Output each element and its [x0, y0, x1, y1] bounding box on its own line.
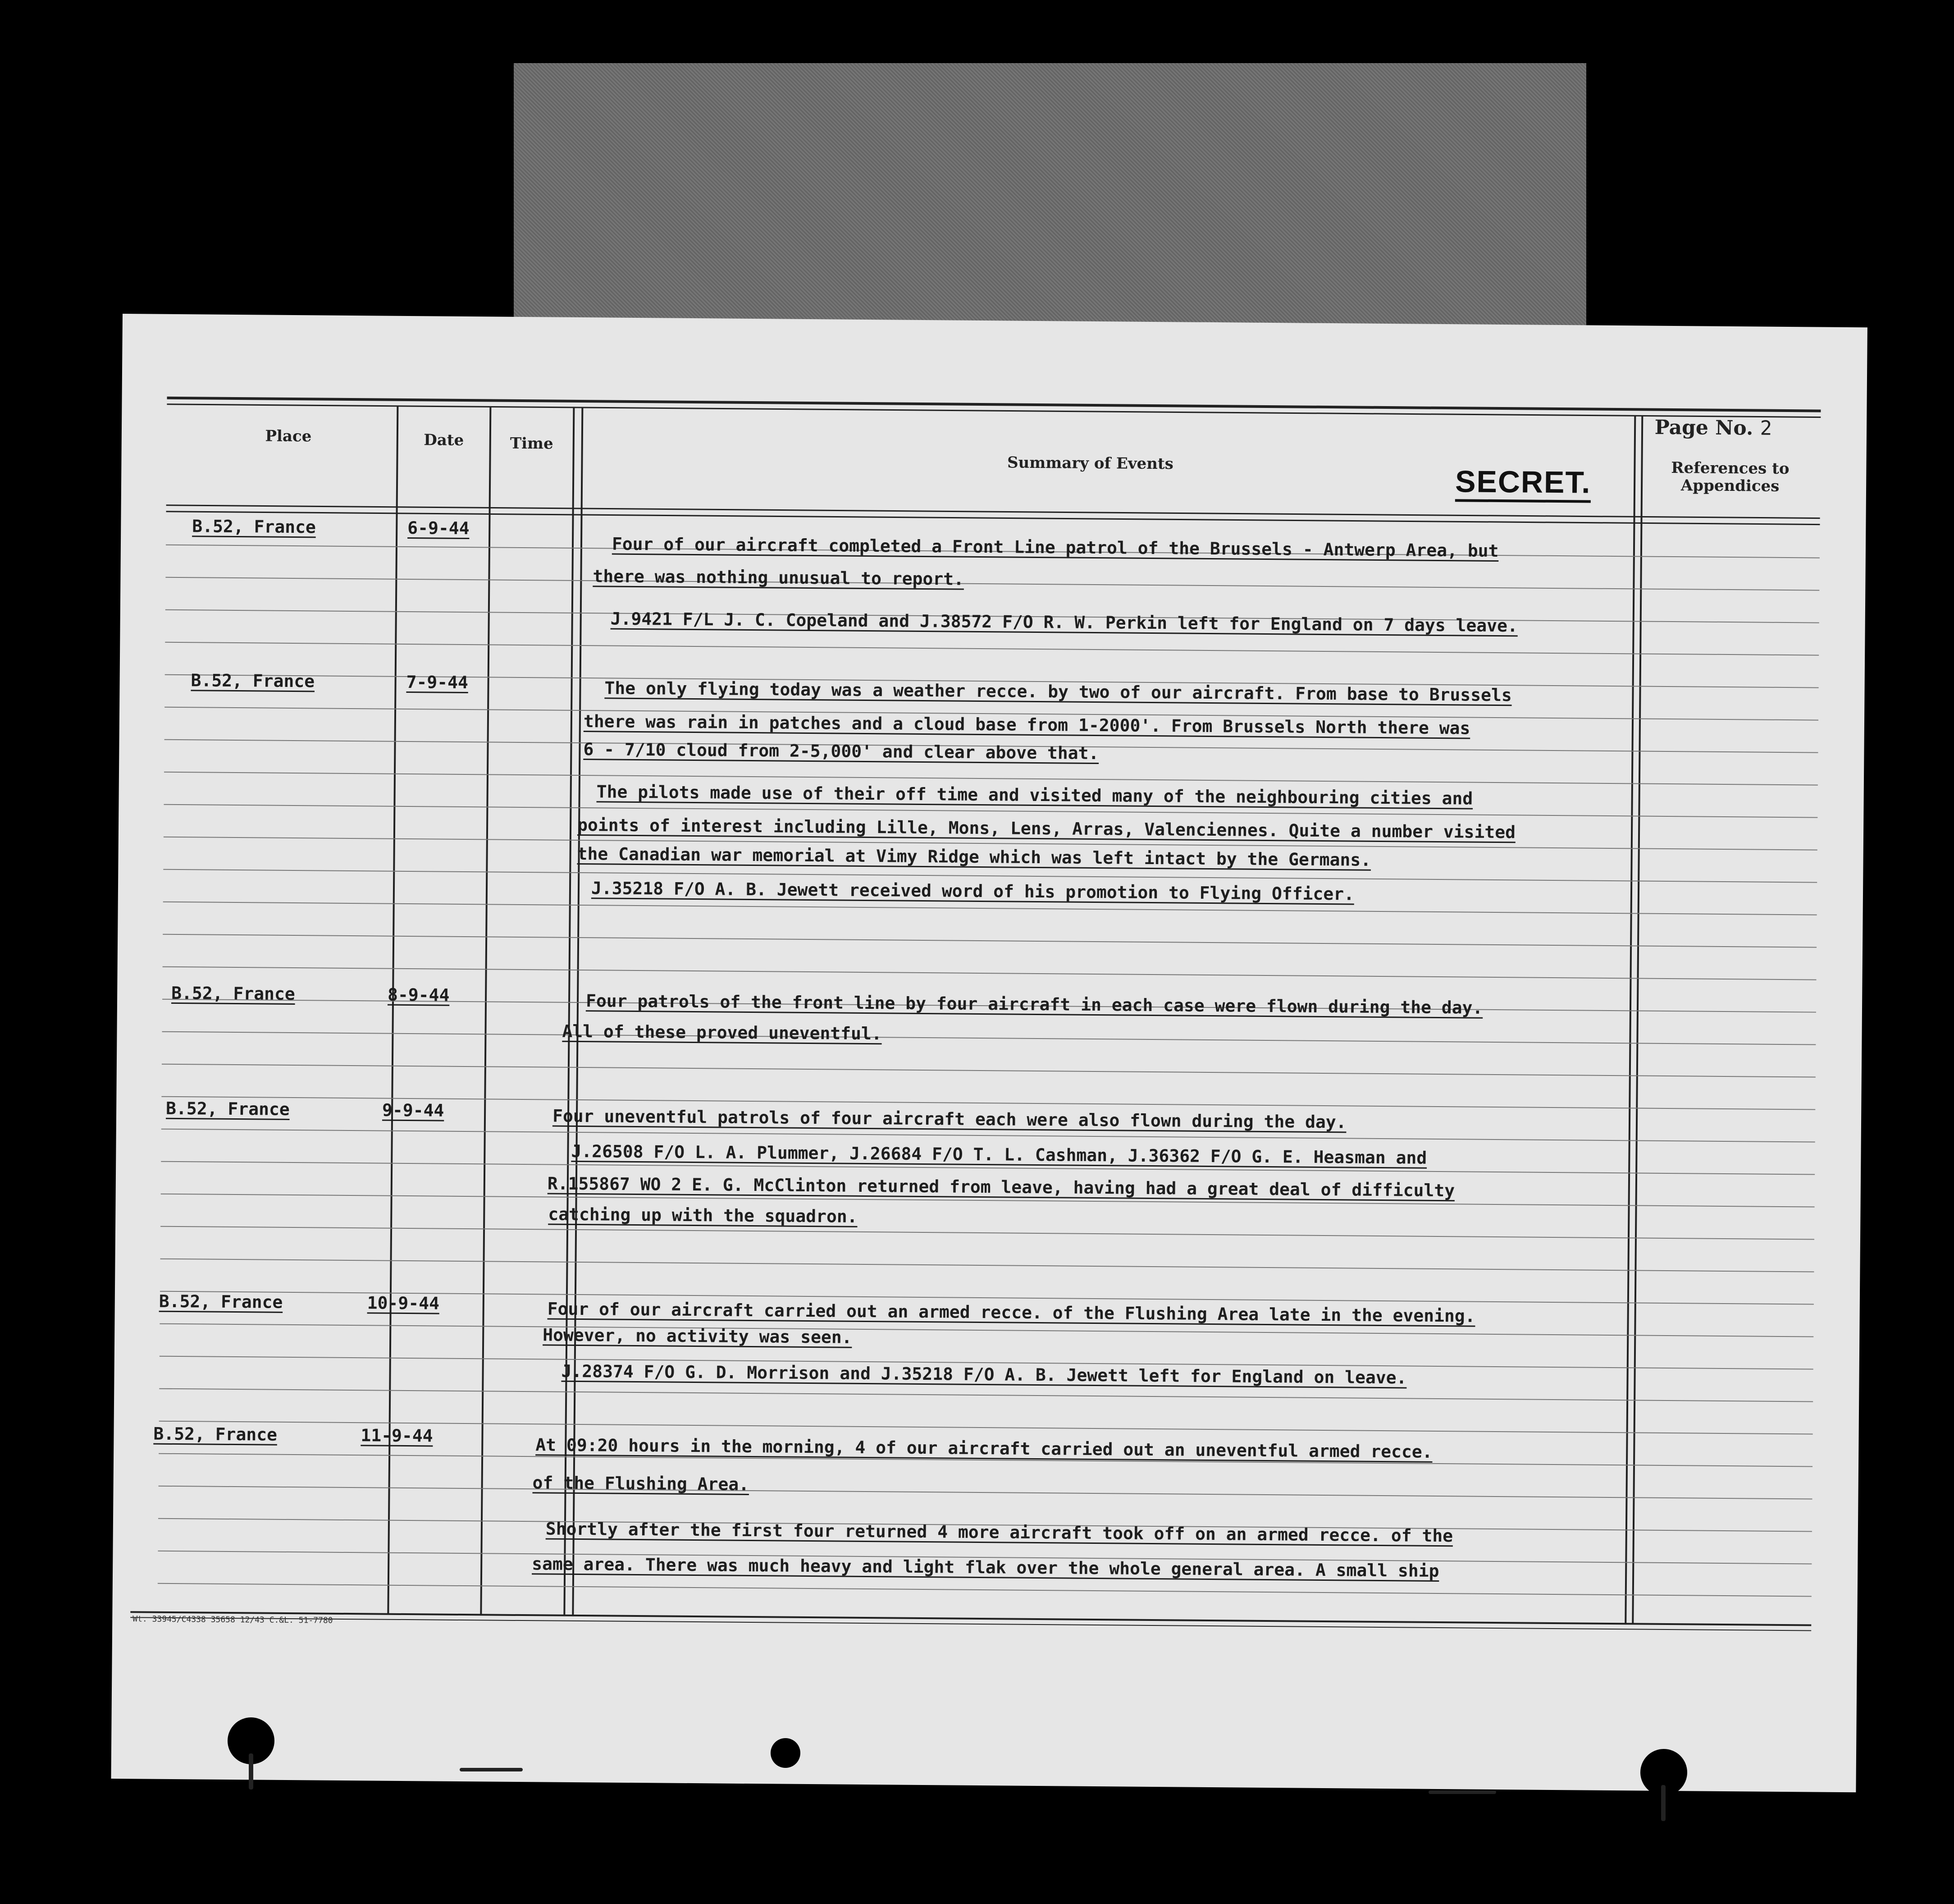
summary-line: J.35218 F/O A. B. Jewett received word of his promotion to Flying Officer.	[591, 878, 1355, 904]
entry-date: 8-9-44	[387, 984, 450, 1005]
header-summary: Summary of Events	[1007, 453, 1174, 473]
summary-line: catching up with the squadron.	[548, 1204, 858, 1227]
summary-line: there was nothing unusual to report.	[593, 566, 964, 589]
entry-date: 11-9-44	[361, 1425, 433, 1446]
entry-date: 9-9-44	[382, 1100, 444, 1121]
header-place: Place	[265, 427, 312, 446]
entry-place: B.52, France	[192, 516, 316, 537]
summary-line: J.28374 F/O G. D. Morrison and J.35218 F/O A. B. Jewett left for England on leave.	[561, 1361, 1407, 1388]
page-number-label: Page No.	[1654, 416, 1753, 440]
page-number	[1654, 416, 1772, 440]
entry-date: 6-9-44	[407, 517, 470, 539]
summary-line: there was rain in patches and a cloud base from 1-2000'. From Brussels North there was	[583, 711, 1470, 738]
background-gray-panel	[514, 63, 1586, 352]
summary-line: All of these proved uneventful.	[562, 1021, 882, 1044]
summary-line: points of interest including Lille, Mons, Lens, Arras, Valenciennes. Quite a number visited	[577, 815, 1516, 842]
secret-stamp: SECRET.	[1455, 464, 1591, 503]
entry-place: B.52, France	[159, 1291, 283, 1312]
header-references: References to Appendices	[1671, 459, 1790, 495]
form-print-code: Wt. 33945/C4338 35658 12/43 C.&L. 51-7780	[132, 1614, 333, 1625]
header-time: Time	[510, 434, 553, 453]
entry-place: B.52, France	[165, 1098, 290, 1119]
header-date: Date	[424, 431, 464, 449]
summary-line: same area. There was much heavy and light flak over the whole general area. A small ship	[532, 1554, 1439, 1581]
binder-hole	[771, 1738, 800, 1768]
operations-record-sheet	[111, 314, 1867, 1792]
summary-line: However, no activity was seen.	[543, 1325, 852, 1347]
entry-date: 7-9-44	[406, 672, 469, 693]
summary-line: 6 - 7/10 cloud from 2-5,000' and clear above that.	[583, 739, 1099, 764]
summary-line: Four patrols of the front line by four aircraft in each case were flown during the day.	[585, 991, 1483, 1018]
entry-place: B.52, France	[153, 1423, 278, 1445]
binder-mark	[1429, 1790, 1496, 1794]
binder-mark	[249, 1753, 253, 1790]
page-number-value: 2	[1760, 416, 1772, 440]
binder-mark	[460, 1768, 523, 1771]
binder-mark	[1661, 1785, 1666, 1821]
summary-line: Four of our aircraft carried out an armed recce. of the Flushing Area late in the evening.	[547, 1299, 1475, 1326]
summary-line: J.26508 F/O L. A. Plummer, J.26684 F/O T. L. Cashman, J.36362 F/O G. E. Heasman and	[571, 1141, 1427, 1168]
entry-place: B.52, France	[171, 983, 295, 1004]
entry-place: B.52, France	[191, 670, 315, 691]
summary-line: the Canadian war memorial at Vimy Ridge which was left intact by the Germans.	[577, 843, 1371, 870]
summary-line: Four uneventful patrols of four aircraft each were also flown during the day.	[552, 1106, 1347, 1132]
summary-line: The only flying today was a weather recce. by two of our aircraft. From base to Brussels	[604, 678, 1512, 705]
summary-line: R.155867 WO 2 E. G. McClinton returned from leave, having had a great deal of difficulty	[547, 1173, 1455, 1201]
summary-line: Shortly after the first four returned 4 more aircraft took off on an armed recce. of the	[545, 1519, 1453, 1546]
entry-date: 10-9-44	[367, 1293, 440, 1314]
summary-line: At 09:20 hours in the morning, 4 of our aircraft carried out an uneventful armed recce.	[535, 1435, 1433, 1462]
summary-line: J.9421 F/L J. C. Copeland and J.38572 F/O R. W. Perkin left for England on 7 days leave.	[610, 609, 1518, 636]
summary-line: Four of our aircraft completed a Front Line patrol of the Brussels - Antwerp Area, but	[612, 534, 1499, 561]
summary-line: The pilots made use of their off time and visited many of the neighbouring cities and	[596, 782, 1473, 809]
summary-line: of the Flushing Area.	[532, 1473, 749, 1494]
